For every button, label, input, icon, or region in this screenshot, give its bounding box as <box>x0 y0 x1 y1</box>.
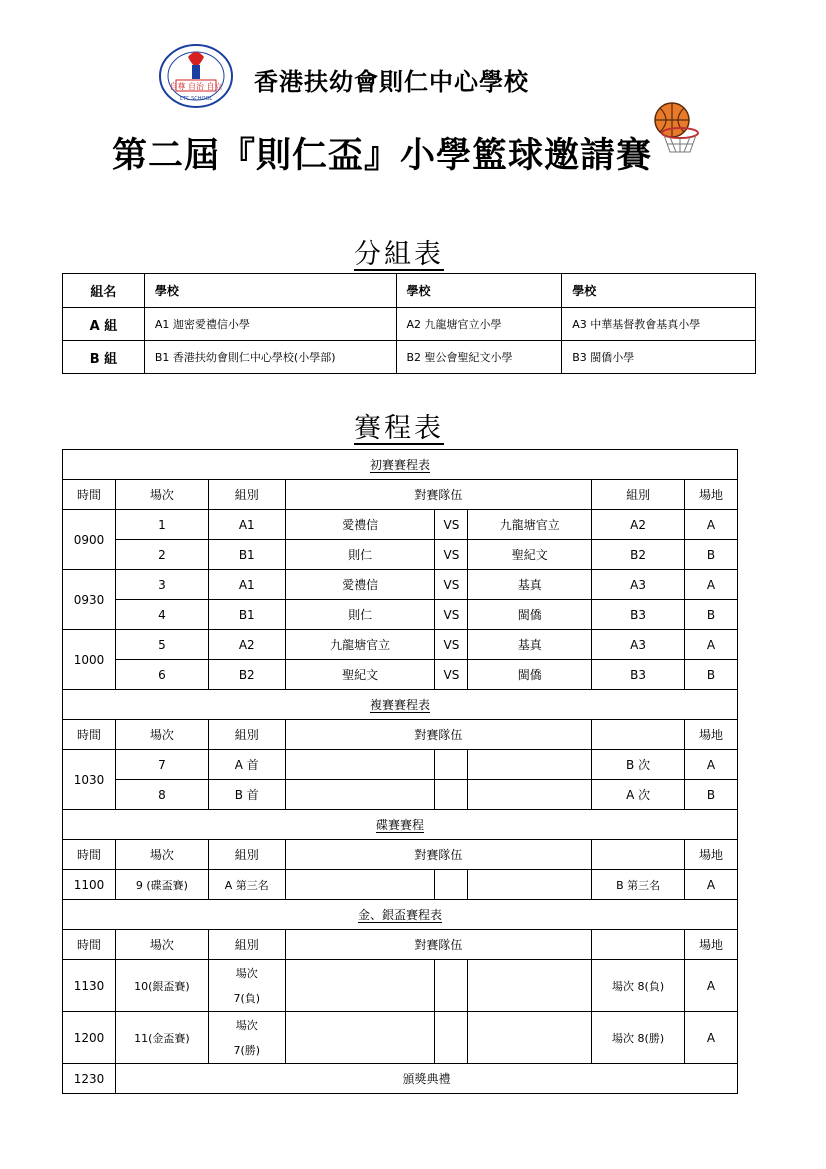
header-row <box>63 720 738 750</box>
school-cell: B2 聖公會聖紀文小學 <box>396 341 562 374</box>
team-cell: 九龍塘官立 <box>285 630 435 660</box>
schedule-table <box>62 449 738 1094</box>
group-cell: A3 <box>592 630 685 660</box>
group-cell: B1 <box>208 540 285 570</box>
team-cell: 九龍塘官立 <box>468 510 592 540</box>
col-header-venue: 場地 <box>685 720 738 750</box>
col-header-teams: 對賽隊伍 <box>285 930 591 960</box>
match-no: 4 <box>115 600 208 630</box>
table-row <box>63 1012 738 1064</box>
table-row <box>63 780 738 810</box>
col-header-group: 組別 <box>208 930 285 960</box>
match-no: 8 <box>115 780 208 810</box>
match-no: 5 <box>115 630 208 660</box>
time-cell: 0900 <box>63 510 116 570</box>
time-cell: 1230 <box>63 1064 116 1094</box>
match-no: 1 <box>115 510 208 540</box>
school-name: 香港扶幼會則仁中心學校 <box>254 68 529 96</box>
table-row <box>63 870 738 900</box>
venue-cell: B <box>685 780 738 810</box>
team-cell: 基真 <box>468 570 592 600</box>
svg-text:CTC SCHOOL: CTC SCHOOL <box>179 96 213 102</box>
time-cell: 1100 <box>63 870 116 900</box>
school-cell: A2 九龍塘官立小學 <box>396 308 562 341</box>
col-header-venue: 場地 <box>685 840 738 870</box>
group-cell: B2 <box>208 660 285 690</box>
group-cell: 場次 8(勝) <box>592 1012 685 1064</box>
venue-cell: A <box>685 510 738 540</box>
time-cell: 1130 <box>63 960 116 1012</box>
table-row <box>63 341 756 374</box>
team-cell <box>285 750 435 780</box>
team-cell <box>468 960 592 1012</box>
team-cell: 則仁 <box>285 540 435 570</box>
vs-cell: VS <box>435 570 468 600</box>
col-header-match: 場次 <box>115 840 208 870</box>
section-title-final: 金、銀盃賽程表 <box>63 900 738 930</box>
event-title: 第二屆『則仁盃』小學籃球邀請賽 <box>112 135 653 176</box>
col-header-school: 學校 <box>396 274 562 308</box>
group-line: 7(勝) <box>233 1043 261 1057</box>
team-cell: 基真 <box>468 630 592 660</box>
venue-cell: A <box>685 960 738 1012</box>
vs-cell <box>435 960 468 1012</box>
table-row <box>63 1064 738 1094</box>
team-cell <box>468 780 592 810</box>
venue-cell: A <box>685 630 738 660</box>
col-header-time: 時間 <box>63 930 116 960</box>
basketball-hoop-icon <box>650 100 702 156</box>
group-line: 場次 <box>235 1018 258 1032</box>
col-header-group: 組別 <box>208 840 285 870</box>
venue-cell: B <box>685 600 738 630</box>
team-cell <box>285 960 435 1012</box>
group-cell: A1 <box>208 570 285 600</box>
col-header-group: 組別 <box>208 480 285 510</box>
section-title-prelim: 初賽賽程表 <box>63 450 738 480</box>
col-header-venue: 場地 <box>685 480 738 510</box>
table-row <box>63 960 738 1012</box>
team-cell: 則仁 <box>285 600 435 630</box>
team-cell: 聖紀文 <box>468 540 592 570</box>
group-cell: A 首 <box>208 750 285 780</box>
col-header-school: 學校 <box>562 274 756 308</box>
group-cell: B2 <box>592 540 685 570</box>
venue-cell: A <box>685 750 738 780</box>
match-no: 9 (碟盃賽) <box>115 870 208 900</box>
group-line: 7(負) <box>233 991 261 1005</box>
group-line: 場次 <box>235 966 258 980</box>
time-cell: 1200 <box>63 1012 116 1064</box>
vs-cell: VS <box>435 540 468 570</box>
col-header-group: 組別 <box>208 720 285 750</box>
table-row <box>63 600 738 630</box>
table-row <box>63 308 756 341</box>
venue-cell: A <box>685 570 738 600</box>
group-cell: 場次 8(負) <box>592 960 685 1012</box>
empty-cell <box>592 720 685 750</box>
school-cell: B3 閩僑小學 <box>562 341 756 374</box>
vs-cell <box>435 870 468 900</box>
group-cell <box>208 960 285 1012</box>
venue-cell: B <box>685 540 738 570</box>
venue-cell: B <box>685 660 738 690</box>
match-no: 10(銀盃賽) <box>115 960 208 1012</box>
time-cell: 1000 <box>63 630 116 690</box>
table-row <box>63 630 738 660</box>
group-cell: A3 <box>592 570 685 600</box>
match-no: 2 <box>115 540 208 570</box>
vs-cell <box>435 780 468 810</box>
team-cell: 閩僑 <box>468 600 592 630</box>
table-row <box>63 570 738 600</box>
col-header-teams: 對賽隊伍 <box>285 840 591 870</box>
table-row <box>63 510 738 540</box>
section-title-plate: 碟賽賽程 <box>63 810 738 840</box>
schedule-heading: 賽程表 <box>354 413 444 444</box>
group-cell: B1 <box>208 600 285 630</box>
group-cell: A1 <box>208 510 285 540</box>
team-cell: 愛禮信 <box>285 570 435 600</box>
team-cell <box>468 1012 592 1064</box>
col-header-time: 時間 <box>63 480 116 510</box>
group-cell <box>208 1012 285 1064</box>
header-row <box>63 840 738 870</box>
group-name: B 組 <box>63 341 145 374</box>
team-cell <box>285 1012 435 1064</box>
col-header-time: 時間 <box>63 840 116 870</box>
table-row <box>63 750 738 780</box>
group-cell: B 第三名 <box>592 870 685 900</box>
group-cell: A2 <box>592 510 685 540</box>
col-header-match: 場次 <box>115 480 208 510</box>
group-table-heading: 分組表 <box>354 239 444 270</box>
team-cell: 聖紀文 <box>285 660 435 690</box>
vs-cell <box>435 750 468 780</box>
group-cell: B3 <box>592 600 685 630</box>
match-no: 3 <box>115 570 208 600</box>
col-header-group: 組名 <box>63 274 145 308</box>
team-cell <box>285 870 435 900</box>
vs-cell: VS <box>435 600 468 630</box>
ceremony-cell: 頒獎典禮 <box>115 1064 737 1094</box>
time-cell: 1030 <box>63 750 116 810</box>
team-cell <box>468 870 592 900</box>
col-header-school: 學校 <box>144 274 396 308</box>
school-cell: A3 中華基督教會基真小學 <box>562 308 756 341</box>
match-no: 6 <box>115 660 208 690</box>
col-header-teams: 對賽隊伍 <box>285 720 591 750</box>
group-cell: A2 <box>208 630 285 660</box>
vs-cell <box>435 1012 468 1064</box>
time-cell: 0930 <box>63 570 116 630</box>
team-cell <box>468 750 592 780</box>
team-cell: 愛禮信 <box>285 510 435 540</box>
school-logo <box>158 43 234 109</box>
venue-cell: A <box>685 1012 738 1064</box>
col-header-match: 場次 <box>115 930 208 960</box>
team-cell <box>285 780 435 810</box>
team-cell: 閩僑 <box>468 660 592 690</box>
empty-cell <box>592 840 685 870</box>
col-header-time: 時間 <box>63 720 116 750</box>
vs-cell: VS <box>435 630 468 660</box>
group-cell: A 次 <box>592 780 685 810</box>
vs-cell: VS <box>435 660 468 690</box>
vs-cell: VS <box>435 510 468 540</box>
col-header-group: 組別 <box>592 480 685 510</box>
group-cell: B3 <box>592 660 685 690</box>
table-row <box>63 660 738 690</box>
col-header-match: 場次 <box>115 720 208 750</box>
match-no: 7 <box>115 750 208 780</box>
group-cell: A 第三名 <box>208 870 285 900</box>
header-row <box>63 480 738 510</box>
svg-text:自尊 自治 自立: 自尊 自治 自立 <box>169 82 223 91</box>
col-header-venue: 場地 <box>685 930 738 960</box>
col-header-teams: 對賽隊伍 <box>285 480 591 510</box>
empty-cell <box>592 930 685 960</box>
match-no: 11(金盃賽) <box>115 1012 208 1064</box>
section-title-semi: 複賽賽程表 <box>63 690 738 720</box>
school-cell: A1 迦密愛禮信小學 <box>144 308 396 341</box>
group-cell: B 首 <box>208 780 285 810</box>
venue-cell: A <box>685 870 738 900</box>
group-table <box>62 273 756 374</box>
table-row <box>63 540 738 570</box>
school-cell: B1 香港扶幼會則仁中心學校(小學部) <box>144 341 396 374</box>
group-name: A 組 <box>63 308 145 341</box>
group-cell: B 次 <box>592 750 685 780</box>
header-row <box>63 930 738 960</box>
